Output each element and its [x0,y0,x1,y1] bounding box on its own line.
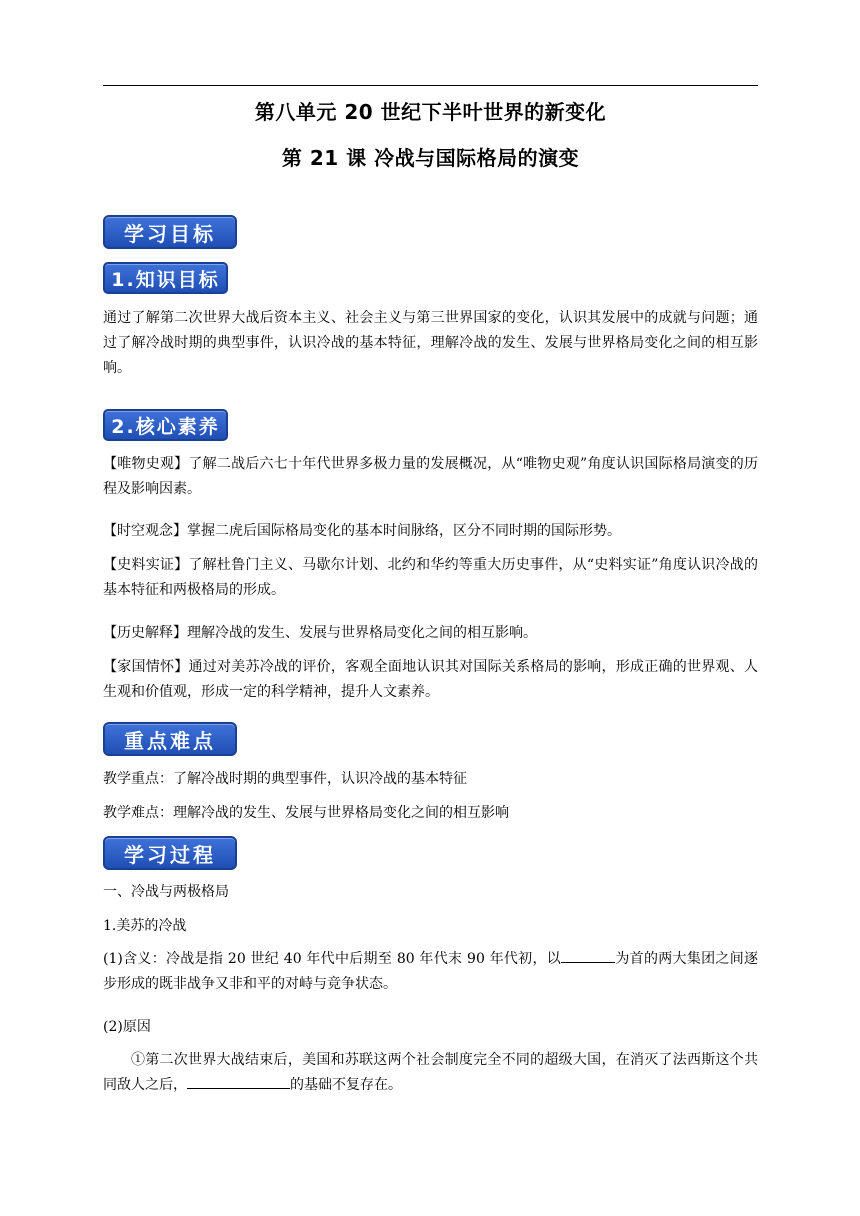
fill-blank-2[interactable] [187,1074,290,1089]
literacy-patriotism: 【家国情怀】通过对美苏冷战的评价，客观全面地认识其对国际关系格局的影响，形成正确的世界观、人生观和价值观，形成一定的科学精神，提升人文素养。 [103,659,758,700]
cause-text-end: 的基础不复存在。 [290,1077,402,1093]
definition-paragraph [103,947,758,997]
literacy-evidence: 【史料实证】了解杜鲁门主义、马歇尔计划、北约和华约等重大历史事件，从“史料实证”角度认识冷战的基本特征和两极格局的形成。 [103,557,758,598]
cause-text-start: ①第二次世界大战结束后，美国和苏联这两个社会制度完全不同的超级大国，在消灭了法西斯这个共同敌人之后， [103,1052,758,1093]
section-heading: 一、冷战与两极格局 [103,884,229,900]
knowledge-goals-text: 通过了解第二次世界大战后资本主义、社会主义与第三世界国家的变化，认识其发展中的成就与问题；通过了解冷战时期的典型事件，认识冷战的基本特征，理解冷战的发生、发展与世界格局变化之间的相互影响。 [103,310,758,376]
literacy-spacetime: 【时空观念】掌握二虎后国际格局变化的基本时间脉络，区分不同时期的国际形势。 [103,523,621,539]
cause-label: (2)原因 [103,1019,151,1035]
learning-goals-badge: 学习目标 [103,215,237,249]
fill-blank-1[interactable] [561,948,615,963]
key-points-badge: 重点难点 [103,722,237,756]
lesson-title: 第 21 课 冷战与国际格局的演变 [281,146,580,170]
literacy-interpretation: 【历史解释】理解冷战的发生、发展与世界格局变化之间的相互影响。 [103,625,537,641]
teaching-focus: 教学重点：了解冷战时期的典型事件，认识冷战的基本特征 [103,771,467,787]
unit-title: 第八单元 20 世纪下半叶世界的新变化 [254,100,607,124]
item-heading: 1.美苏的冷战 [103,918,187,934]
knowledge-goals-badge: 1.知识目标 [103,262,228,294]
core-literacy-badge: 2.核心素养 [103,409,228,441]
definition-text-start: (1)含义：冷战是指 20 世纪 40 年代中后期至 80 年代末 90 年代初，以 [103,951,562,967]
literacy-materialism: 【唯物史观】了解二战后六七十年代世界多极力量的发展概况，从“唯物史观”角度认识国际格局演变的历程及影响因素。 [103,456,758,497]
definition-text-end: 为首的两大集团之间逐步形成的既非战争又非和平的对峙与竞争状态。 [103,951,758,992]
header-rule [103,85,758,86]
learning-process-badge: 学习过程 [103,836,237,870]
teaching-difficulty: 教学难点：理解冷战的发生、发展与世界格局变化之间的相互影响 [103,805,509,821]
cause-paragraph [103,1048,758,1098]
